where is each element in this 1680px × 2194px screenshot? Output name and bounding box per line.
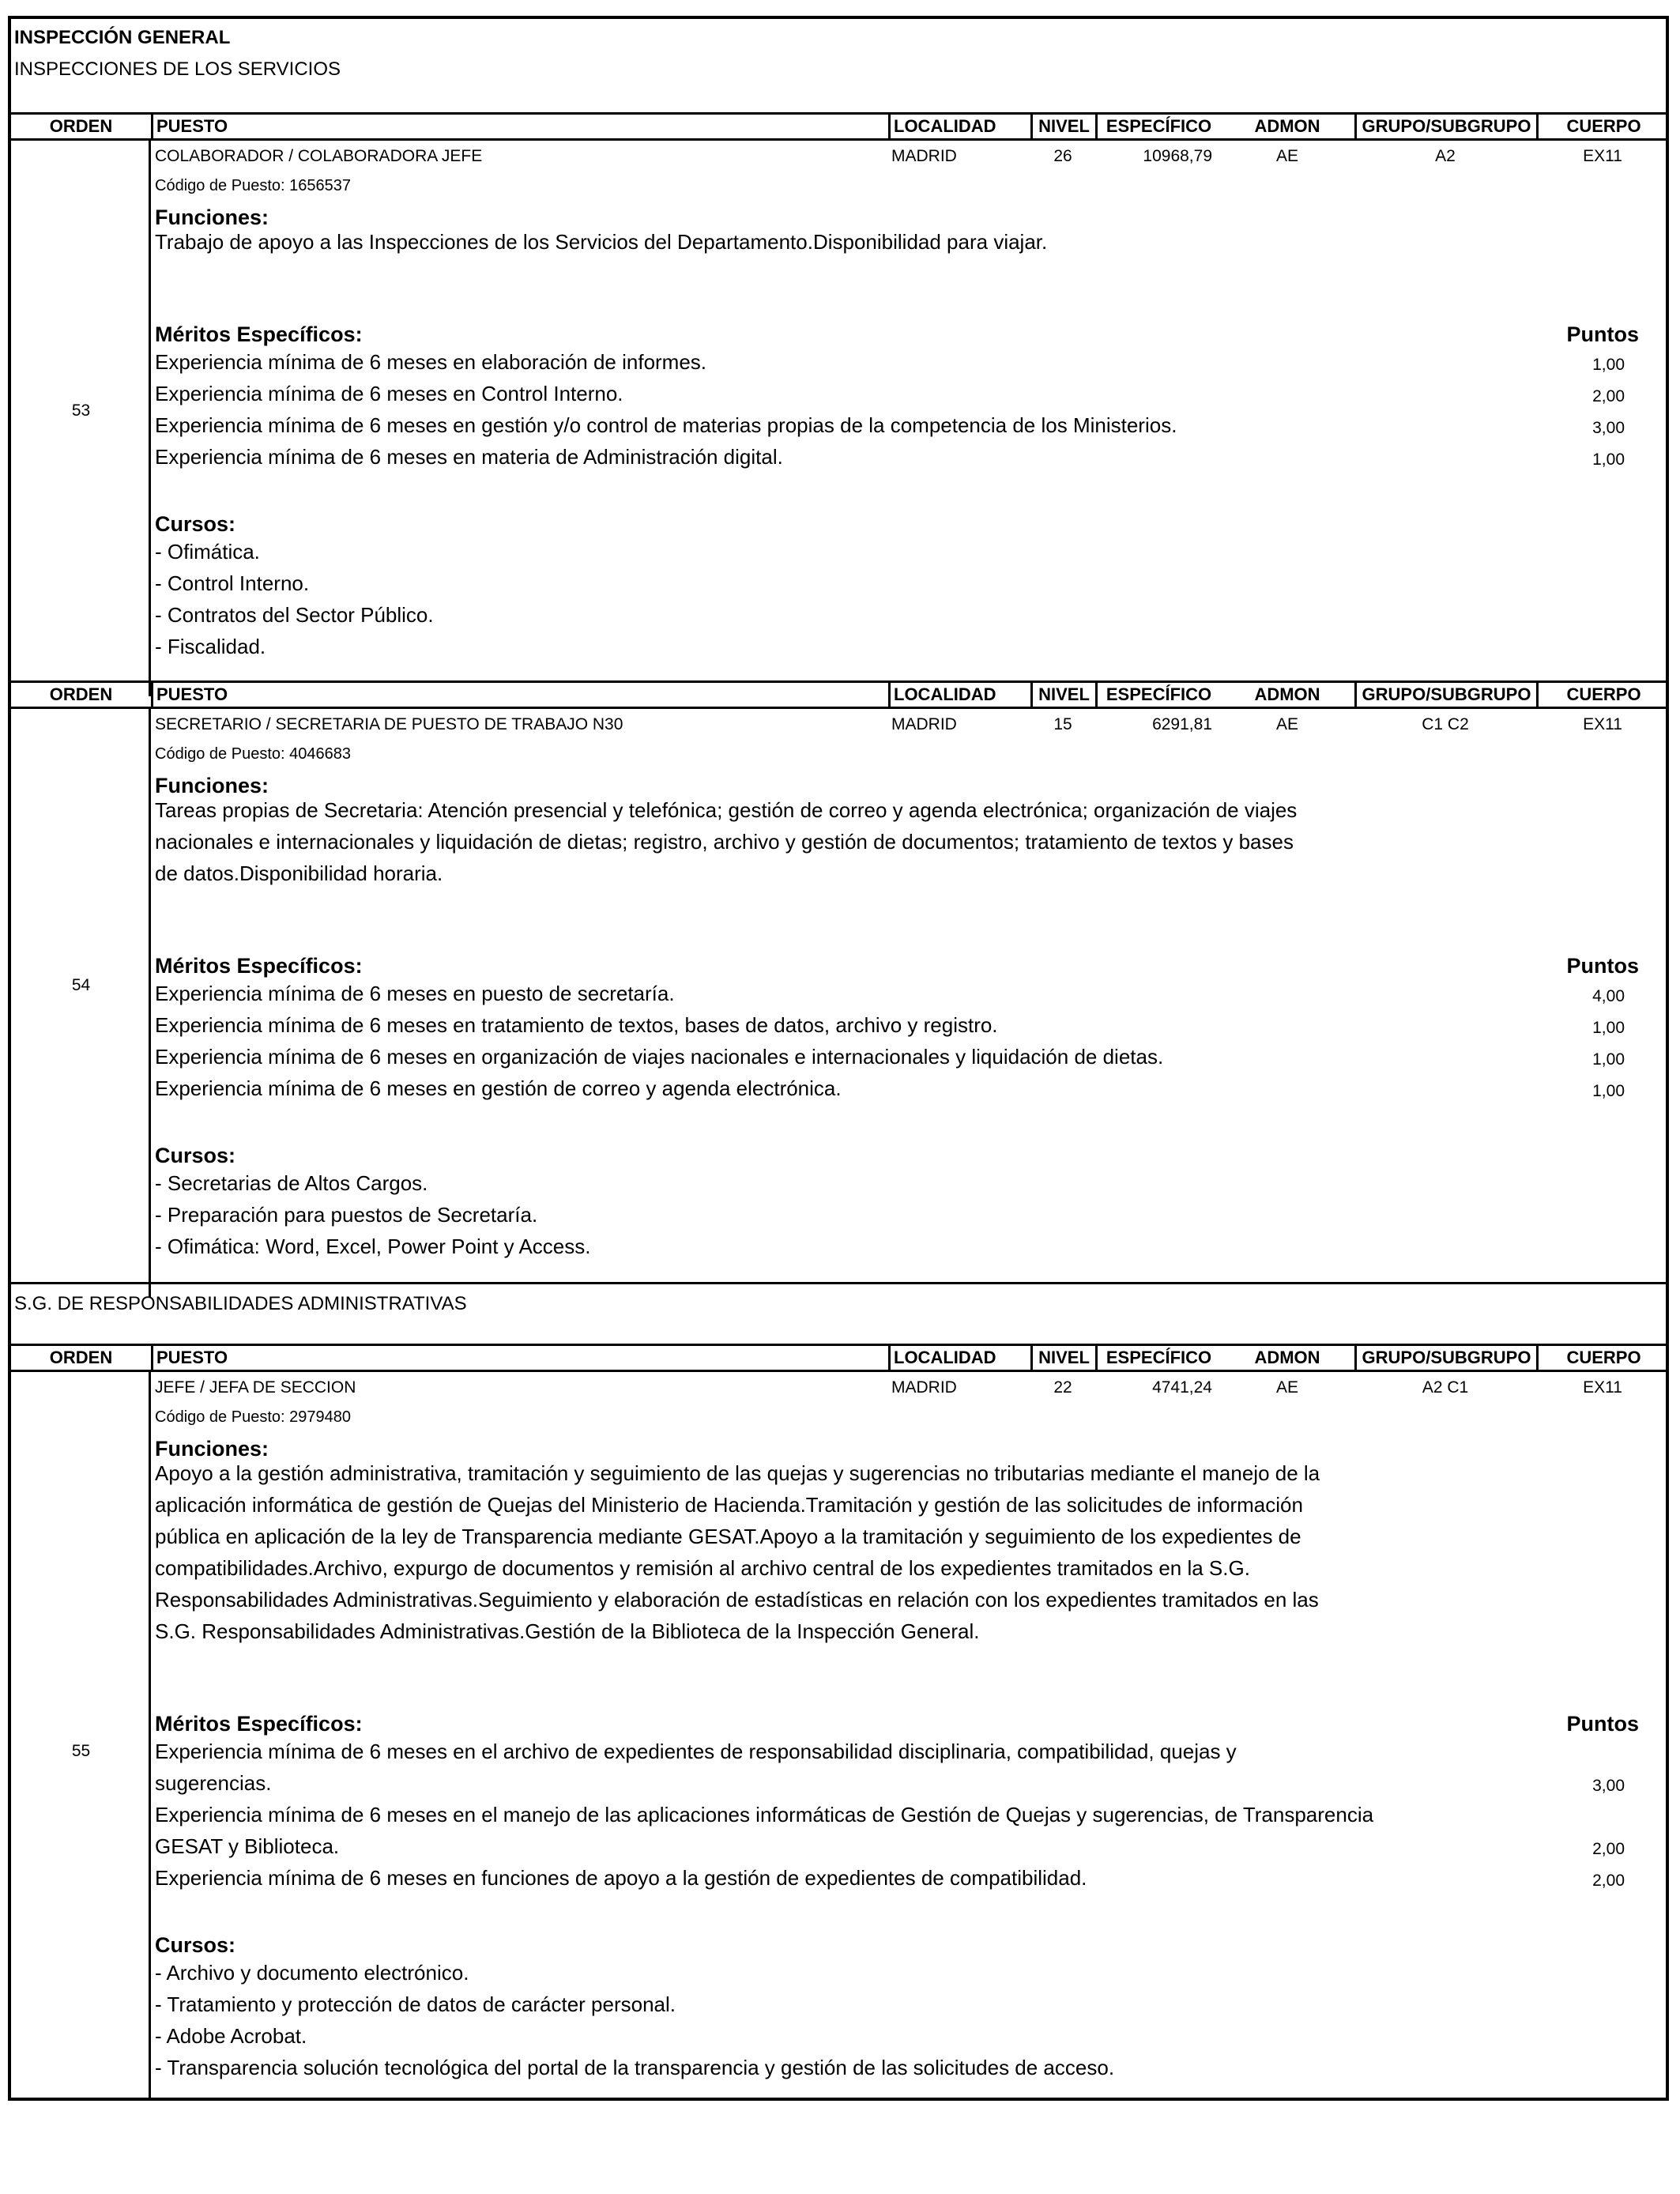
nivel: 26 (1053, 147, 1072, 165)
merito-puntos: 2,00 (1592, 1840, 1625, 1858)
merito-line: Experiencia mínima de 6 meses en tratamiento de textos, bases de datos, archivo y registro. (155, 1013, 998, 1037)
curso-item: - Ofimática. (155, 540, 260, 564)
col-localidad: LOCALIDAD (888, 683, 1038, 707)
merito-puntos: 1,00 (1592, 1050, 1625, 1069)
curso-item: - Adobe Acrobat. (155, 2024, 307, 2048)
admon: AE (1275, 147, 1298, 165)
puntos-label: Puntos (1566, 954, 1639, 978)
col-orden: ORDEN (49, 684, 113, 704)
merito-puntos: 1,00 (1592, 1082, 1625, 1100)
col-localidad: LOCALIDAD (888, 115, 1038, 138)
orden-column (11, 1372, 151, 2101)
section-title: S.G. DE RESPONSABILIDADES ADMINISTRATIVAS (14, 1293, 467, 1314)
cuerpo: EX11 (1583, 1378, 1622, 1397)
col-puesto: PUESTO (151, 683, 228, 707)
funciones-line: S.G. Responsabilidades Administrativas.Gestión de la Biblioteca de la Inspección General. (155, 1619, 980, 1643)
curso-item: - Fiscalidad. (155, 635, 266, 658)
meritos-label: Méritos Específicos: (155, 322, 363, 346)
col-grupo: GRUPO/SUBGRUPO (1354, 1346, 1536, 1370)
merito-line: Experiencia mínima de 6 meses en el archivo de expedientes de responsabilidad disciplinaria, compatibilidad, quejas y (155, 1740, 1237, 1763)
especifico: 10968,79 (1143, 147, 1212, 165)
merito-line: Experiencia mínima de 6 meses en puesto de secretaría. (155, 982, 675, 1005)
funciones-label: Funciones: (155, 774, 269, 797)
merito-line: GESAT y Biblioteca. (155, 1834, 340, 1858)
curso-item: - Secretarias de Altos Cargos. (155, 1171, 428, 1195)
document-page (8, 16, 1669, 2101)
curso-item: - Tratamiento y protección de datos de carácter personal. (155, 1992, 676, 2016)
orden-number: 54 (71, 976, 91, 994)
orden-number: 53 (71, 401, 91, 420)
localidad: MADRID (891, 1378, 957, 1397)
table-header (11, 680, 1666, 709)
col-cuerpo: CUERPO (1536, 683, 1669, 707)
curso-item: - Control Interno. (155, 571, 310, 595)
merito-line: Experiencia mínima de 6 meses en gestión y/o control de materias propias de la competencia de los Ministerios. (155, 413, 1177, 437)
col-admon: ADMON (1254, 1348, 1320, 1367)
curso-item: - Archivo y documento electrónico. (155, 1961, 469, 1985)
cuerpo: EX11 (1583, 715, 1622, 733)
codigo-puesto: Código de Puesto: 2979480 (155, 1408, 351, 1426)
entry-55 (11, 1372, 1666, 2101)
merito-line: Experiencia mínima de 6 meses en elaboración de informes. (155, 350, 707, 374)
codigo-puesto: Código de Puesto: 1656537 (155, 177, 351, 194)
funciones-line: Trabajo de apoyo a las Inspecciones de los Servicios del Departamento.Disponibilidad para viajar. (155, 230, 1048, 254)
grupo: A2 (1435, 147, 1456, 165)
merito-line: Experiencia mínima de 6 meses en funciones de apoyo a la gestión de expedientes de compatibilidad. (155, 1866, 1087, 1890)
orden-number: 55 (71, 1742, 91, 1760)
grupo: C1 C2 (1422, 715, 1469, 733)
col-nivel: NIVEL (1030, 1346, 1095, 1370)
curso-item: - Ofimática: Word, Excel, Power Point y Access. (155, 1235, 591, 1258)
funciones-line: aplicación informática de gestión de Quejas del Ministerio de Hacienda.Tramitación y gestión de las solicitudes de información (155, 1493, 1303, 1517)
col-cuerpo: CUERPO (1536, 115, 1669, 138)
col-localidad: LOCALIDAD (888, 1346, 1038, 1370)
col-cuerpo: CUERPO (1536, 1346, 1669, 1370)
admon: AE (1275, 1378, 1298, 1397)
merito-line: Experiencia mínima de 6 meses en materia de Administración digital. (155, 445, 783, 469)
codigo-puesto: Código de Puesto: 4046683 (155, 745, 351, 763)
section-divider (11, 1282, 1666, 1284)
org-title: INSPECCIÓN GENERAL (14, 27, 231, 48)
col-orden: ORDEN (49, 1348, 113, 1367)
col-admon: ADMON (1254, 684, 1320, 704)
merito-line: Experiencia mínima de 6 meses en el manejo de las aplicaciones informáticas de Gestión de Quejas y sugerencias, de Transparencia (155, 1803, 1374, 1826)
funciones-line: Apoyo a la gestión administrativa, tramitación y seguimiento de las quejas y sugerencias no tributarias mediante el manejo de la (155, 1461, 1320, 1485)
cursos-label: Cursos: (155, 512, 236, 536)
cursos-label: Cursos: (155, 1144, 236, 1167)
merito-puntos: 4,00 (1592, 987, 1625, 1005)
org-subtitle: INSPECCIONES DE LOS SERVICIOS (14, 58, 341, 80)
col-admon: ADMON (1254, 116, 1320, 136)
admon: AE (1275, 715, 1298, 733)
especifico: 6291,81 (1152, 715, 1212, 733)
col-nivel: NIVEL (1030, 115, 1095, 138)
merito-puntos: 1,00 (1592, 450, 1625, 469)
puntos-label: Puntos (1566, 322, 1639, 346)
funciones-line: pública en aplicación de la ley de Transparencia mediante GESAT.Apoyo a la tramitación y seguimiento de los expedientes de (155, 1525, 1301, 1548)
merito-line: sugerencias. (155, 1771, 272, 1795)
col-grupo: GRUPO/SUBGRUPO (1354, 115, 1536, 138)
especifico: 4741,24 (1152, 1378, 1212, 1397)
meritos-label: Méritos Específicos: (155, 954, 363, 978)
col-puesto: PUESTO (151, 1346, 228, 1370)
curso-item: - Contratos del Sector Público. (155, 603, 434, 627)
funciones-line: Responsabilidades Administrativas.Seguimiento y elaboración de estadísticas en relación con los expedientes tramitados en las (155, 1588, 1319, 1612)
meritos-label: Méritos Específicos: (155, 1712, 363, 1736)
col-nivel: NIVEL (1030, 683, 1095, 707)
curso-item: - Transparencia solución tecnológica del portal de la transparencia y gestión de las solicitudes de acceso. (155, 2056, 1115, 2079)
col-orden: ORDEN (49, 116, 113, 136)
puntos-label: Puntos (1566, 1712, 1639, 1736)
col-especifico: ESPECÍFICO (1095, 1346, 1220, 1370)
entry-53 (11, 141, 1666, 696)
funciones-line: compatibilidades.Archivo, expurgo de documentos y remisión al archivo central de los expedientes tramitados en la S.G. (155, 1556, 1250, 1580)
merito-puntos: 2,00 (1592, 387, 1625, 405)
puesto-name: JEFE / JEFA DE SECCION (155, 1378, 356, 1397)
grupo: A2 C1 (1422, 1378, 1469, 1397)
localidad: MADRID (891, 715, 957, 733)
puesto-name: COLABORADOR / COLABORADORA JEFE (155, 147, 483, 165)
table-header (11, 112, 1666, 141)
funciones-line: Tareas propias de Secretaria: Atención presencial y telefónica; gestión de correo y agenda electrónica; organización de viajes (155, 798, 1298, 822)
nivel: 22 (1053, 1378, 1072, 1397)
merito-puntos: 1,00 (1592, 356, 1625, 374)
puesto-name: SECRETARIO / SECRETARIA DE PUESTO DE TRABAJO N30 (155, 715, 623, 733)
col-especifico: ESPECÍFICO (1095, 683, 1220, 707)
merito-line: Experiencia mínima de 6 meses en organización de viajes nacionales e internacionales y liquidación de dietas. (155, 1045, 1164, 1069)
col-puesto: PUESTO (151, 115, 228, 138)
localidad: MADRID (891, 147, 957, 165)
merito-line: Experiencia mínima de 6 meses en Control Interno. (155, 382, 623, 405)
funciones-line: de datos.Disponibilidad horaria. (155, 861, 443, 885)
nivel: 15 (1053, 715, 1072, 733)
col-especifico: ESPECÍFICO (1095, 115, 1220, 138)
funciones-label: Funciones: (155, 1437, 269, 1461)
funciones-label: Funciones: (155, 205, 269, 229)
merito-puntos: 1,00 (1592, 1019, 1625, 1037)
cuerpo: EX11 (1583, 147, 1622, 165)
cursos-label: Cursos: (155, 1933, 236, 1957)
merito-puntos: 3,00 (1592, 1777, 1625, 1795)
col-grupo: GRUPO/SUBGRUPO (1354, 683, 1536, 707)
entry-54 (11, 709, 1666, 1298)
merito-puntos: 3,00 (1592, 419, 1625, 437)
funciones-line: nacionales e internacionales y liquidación de dietas; registro, archivo y gestión de documentos; tratamiento de textos y bases (155, 830, 1294, 854)
curso-item: - Preparación para puestos de Secretaría. (155, 1203, 538, 1227)
merito-puntos: 2,00 (1592, 1872, 1625, 1890)
merito-line: Experiencia mínima de 6 meses en gestión de correo y agenda electrónica. (155, 1076, 842, 1100)
table-header (11, 1344, 1666, 1372)
orden-column (11, 709, 151, 1298)
